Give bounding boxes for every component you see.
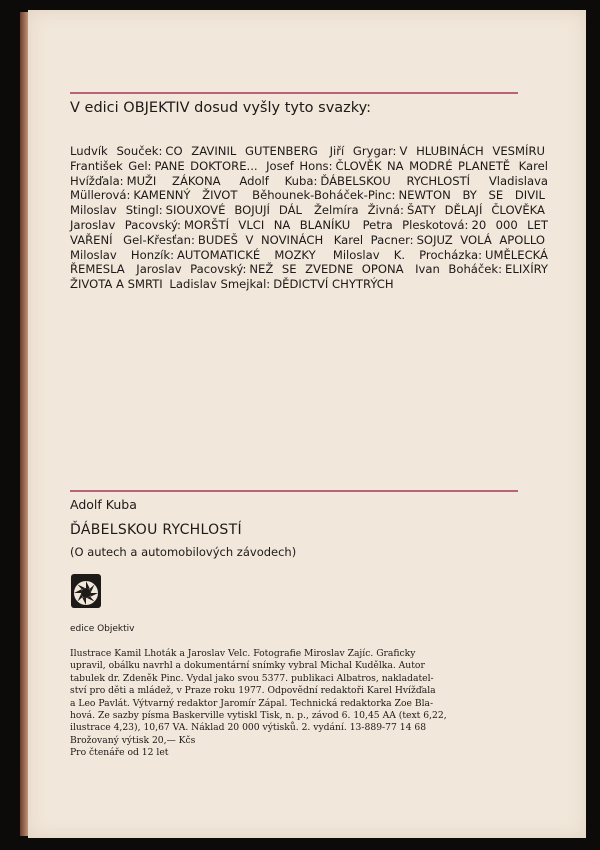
colophon-line: tabulek dr. Zdeněk Pinc. Vydal jako svou 5377. publikaci Albatros, nakladatel-: [70, 672, 434, 684]
top-divider: [70, 92, 518, 94]
list-item-author: Karel Hvížďala:: [70, 158, 549, 188]
book-author: Adolf Kuba: [70, 497, 137, 512]
list-item-title: DĚDICTVÍ CHYTRÝCH: [273, 277, 394, 292]
list-item-author: Ladislav Smejkal:: [169, 277, 271, 292]
list-item-title: SOJUZ VOLÁ APOLLO: [416, 232, 546, 247]
list-item-title: PANE DOKTORE...: [154, 158, 258, 173]
list-item-title: 20 000 LET VAŘENÍ: [70, 217, 548, 247]
list-item-author: Petra Pleskotová:: [362, 217, 469, 232]
list-item-title: NEŽ SE ZVEDNE OPONA: [249, 262, 404, 277]
list-item-author: Miloslav K. Procházka:: [332, 247, 482, 262]
colophon-line: ství pro děti a mládež, v Praze roku 1977. Odpovědní redaktoři Karel Hvížďala: [70, 685, 436, 697]
list-item-author: Gel-Křesťan:: [123, 232, 195, 247]
colophon-line: a Leo Pavlát. Výtvarný redaktor Jaromír Zápal. Technická redaktorka Zoe Bla-: [70, 697, 434, 709]
list-item-author: Karel Pacner:: [333, 232, 414, 247]
list-item-author: František Gel:: [70, 158, 152, 173]
list-item-title: AUTOMATICKÉ MOZKY: [177, 247, 316, 262]
colophon: [70, 648, 500, 760]
list-item-author: Běhounek-Boháček-Pinc:: [252, 188, 396, 203]
list-item-author: Josef Hons:: [266, 158, 333, 173]
series-name: edice Objektiv: [70, 624, 135, 634]
list-item-title: NEWTON BY SE DIVIL: [398, 188, 545, 203]
list-item-author: Jiří Grygar:: [329, 144, 397, 158]
list-item-title: CO ZAVINIL GUTENBERG: [165, 144, 318, 158]
list-item-author: Miloslav Honzík:: [70, 247, 174, 262]
list-item-title: MUŽI ZÁKONA: [126, 173, 221, 188]
list-item-author: Adolf Kuba:: [239, 173, 318, 188]
book-title: ĎÁBELSKOU RYCHLOSTÍ: [70, 522, 242, 538]
colophon-line: Ilustrace Kamil Lhoták a Jaroslav Velc. Fotografie Miroslav Zajíc. Graficky: [70, 648, 416, 659]
list-item-title: V HLUBINÁCH VESMÍRU: [399, 144, 546, 158]
list-item-title: SIOUXOVÉ BOJUJÍ DÁL: [165, 203, 303, 218]
list-item-title: KAMENNÝ ŽIVOT: [133, 188, 238, 203]
book-subtitle: (O autech a automobilových závodech): [70, 545, 297, 559]
list-item-author: Jaroslav Pacovský:: [70, 217, 181, 232]
list-item-title: BUDEŠ V NOVINÁCH: [197, 232, 324, 247]
series-heading: V edici OBJEKTIV dosud vyšly tyto svazky:: [70, 100, 372, 116]
list-item-author: Miloslav Stingl:: [70, 203, 163, 218]
list-item-title: UMĚLECKÁ ŘEMESLA: [70, 247, 548, 277]
objektiv-logo-icon: [70, 574, 102, 612]
book-list: [70, 144, 548, 292]
list-item-author: Ludvík Souček:: [70, 144, 163, 158]
list-item-title: MORŠTÍ VLCI NA BLANÍKU: [183, 217, 351, 232]
middle-divider: [70, 490, 518, 492]
list-item-author: Jaroslav Pacovský:: [136, 262, 247, 277]
list-item-author: Ivan Boháček:: [415, 262, 503, 277]
colophon-line: Brožovaný výtisk 20,— Kčs: [70, 734, 196, 746]
list-item-title: ELIXÍRY ŽIVOTA A SMRTI: [70, 262, 549, 292]
list-item-title: ĎÁBELSKOU RYCHLOSTÍ: [320, 173, 471, 188]
list-item-title: ČLOVĚK NA MODRÉ PLANETĚ: [335, 158, 511, 173]
list-item-title: ŠATY DĚLAJÍ ČLOVĚKA: [406, 203, 545, 218]
colophon-line: Pro čtenáře od 12 let: [70, 747, 169, 759]
colophon-line: ilustrace 4,23), 10,67 VA. Náklad 20 000 výtisků. 2. vydání. 13-889-77 14 68: [70, 722, 427, 734]
list-item-author: Vladislava Müllerová:: [70, 173, 549, 203]
list-item-author: Želmíra Živná:: [313, 203, 404, 218]
colophon-line: hová. Ze sazby písma Baskerville vytiskl Tisk, n. p., závod 6. 10,45 AA (text 6,22,: [70, 710, 447, 722]
colophon-line: upravil, obálku navrhl a dokumentární snímky vybral Michal Kudělka. Autor: [70, 660, 425, 672]
